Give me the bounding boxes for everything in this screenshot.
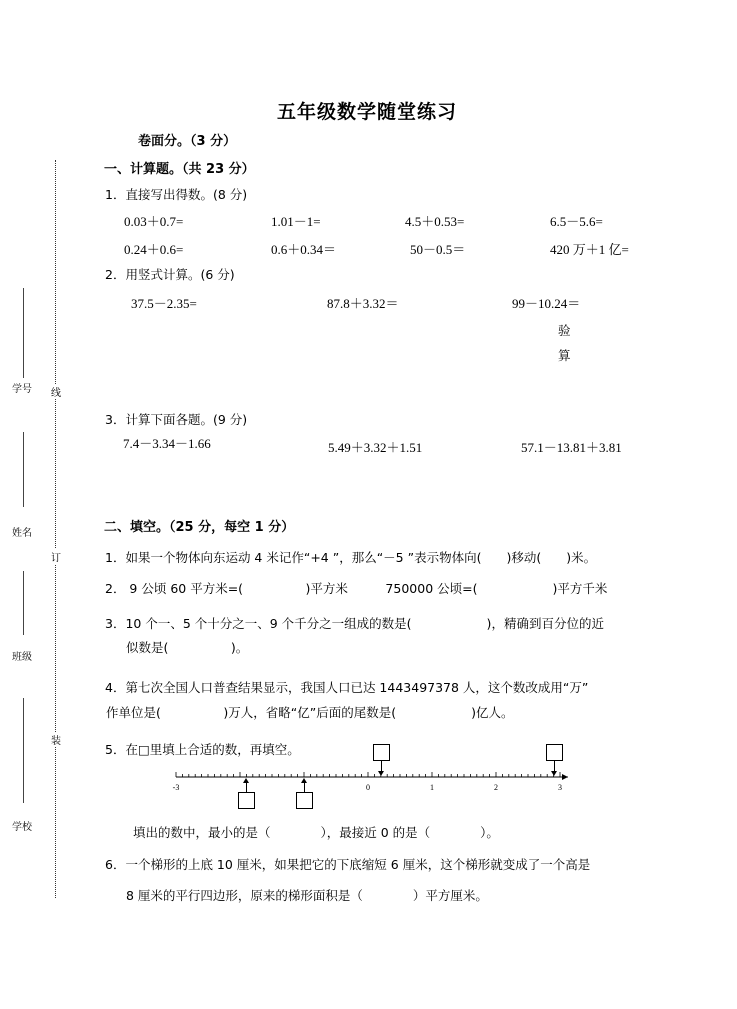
s1-q1-item: 0.6＋0.34＝ bbox=[271, 242, 337, 257]
s1-q1-label: 1．直接写出得数。(8 分) bbox=[105, 187, 248, 202]
s1-q1-item: 4.5＋0.53= bbox=[405, 214, 465, 229]
s1-q1-item: 1.01－1= bbox=[271, 214, 321, 229]
binding-field-line bbox=[23, 432, 24, 507]
s2-q2: 2． 9 公顷 60 平方米=( )平方米 750000 公顷=( )平方千米 bbox=[105, 581, 608, 596]
answer-box[interactable] bbox=[373, 744, 390, 761]
binding-field-line bbox=[23, 288, 24, 378]
tick-label: -3 bbox=[172, 783, 180, 792]
s2-q6-line1: 6．一个梯形的上底 10 厘米，如果把它的下底缩短 6 厘米，这个梯形就变成了一个高是 bbox=[105, 857, 591, 872]
arrow-head bbox=[551, 771, 557, 776]
number-line-axis bbox=[173, 772, 568, 792]
s2-q5-answer: 填出的数中，最小的是（ ），最接近 0 的是（ ）。 bbox=[133, 825, 499, 840]
binding-mark-line: 线 bbox=[51, 384, 61, 399]
neatness-score: 卷面分。（3 分） bbox=[138, 134, 237, 149]
binding-label-student-id: 学号 bbox=[12, 384, 32, 395]
s1-q2-check: 验 bbox=[558, 323, 571, 338]
s2-q4-line2: 作单位是( )万人，省略“亿”后面的尾数是( )亿人。 bbox=[106, 705, 514, 720]
s2-q3-line1: 3．10 个一、5 个十分之一、9 个千分之一组成的数是( )，精确到百分位的近 bbox=[105, 616, 604, 631]
s1-q3-item: 7.4－3.34－1.66 bbox=[123, 436, 211, 451]
binding-label-school: 学校 bbox=[12, 822, 32, 833]
arrow-head bbox=[243, 778, 249, 783]
s1-q1-item: 50－0.5＝ bbox=[410, 242, 466, 257]
arrow-head bbox=[301, 778, 307, 783]
axis-arrow bbox=[562, 774, 568, 780]
arrow-head bbox=[378, 771, 384, 776]
s1-q1-item: 0.24＋0.6= bbox=[124, 242, 184, 257]
binding-field-line bbox=[23, 698, 24, 803]
s1-q3-label: 3．计算下面各题。(9 分) bbox=[105, 412, 248, 427]
s2-q4-line1: 4．第七次全国人口普查结果显示，我国人口已达 1443497378 人，这个数改成用“万” bbox=[105, 680, 589, 695]
binding-label-class: 班级 bbox=[12, 652, 32, 663]
s1-q2-check: 算 bbox=[558, 348, 571, 363]
binding-mark-staple: 订 bbox=[51, 549, 61, 564]
page-title: 五年级数学随堂练习 bbox=[277, 101, 458, 123]
number-line bbox=[168, 765, 573, 793]
s1-q1-item: 420 万＋1 亿= bbox=[550, 242, 629, 257]
tick-label: 0 bbox=[366, 783, 370, 792]
s2-q6-line2: 8 厘米的平行四边形，原来的梯形面积是（ ）平方厘米。 bbox=[126, 888, 488, 903]
answer-box[interactable] bbox=[546, 744, 563, 761]
s1-q3-item: 57.1－13.81＋3.81 bbox=[521, 440, 622, 455]
s2-q5: 5．在□里填上合适的数，再填空。 bbox=[105, 742, 300, 757]
binding-mark-bind: 装 bbox=[51, 732, 61, 747]
binding-field-line bbox=[23, 571, 24, 635]
binding-label-name: 姓名 bbox=[12, 528, 32, 539]
section2-heading: 二、填空。（25 分，每空 1 分） bbox=[104, 520, 295, 535]
s1-q2-item: 37.5－2.35= bbox=[131, 296, 197, 311]
binding-dotted-line bbox=[55, 160, 56, 898]
s1-q3-item: 5.49＋3.32＋1.51 bbox=[328, 440, 423, 455]
s1-q1-item: 6.5－5.6= bbox=[550, 214, 603, 229]
s2-q1: 1．如果一个物体向东运动 4 米记作“+4 ”，那么“－5 ”表示物体向( )移动( )米。 bbox=[105, 550, 597, 565]
s1-q2-item: 99－10.24＝ bbox=[512, 296, 581, 311]
answer-box[interactable] bbox=[296, 792, 313, 809]
answer-box[interactable] bbox=[238, 792, 255, 809]
s1-q2-item: 87.8＋3.32＝ bbox=[327, 296, 399, 311]
s1-q1-item: 0.03＋0.7= bbox=[124, 214, 184, 229]
s1-q2-label: 2．用竖式计算。(6 分) bbox=[105, 267, 235, 282]
tick-label: 2 bbox=[494, 783, 498, 792]
tick-label: 3 bbox=[558, 783, 562, 792]
tick-label: 1 bbox=[430, 783, 434, 792]
s2-q3-line2: 似数是( )。 bbox=[126, 640, 249, 655]
section1-heading: 一、计算题。（共 23 分） bbox=[104, 162, 255, 177]
